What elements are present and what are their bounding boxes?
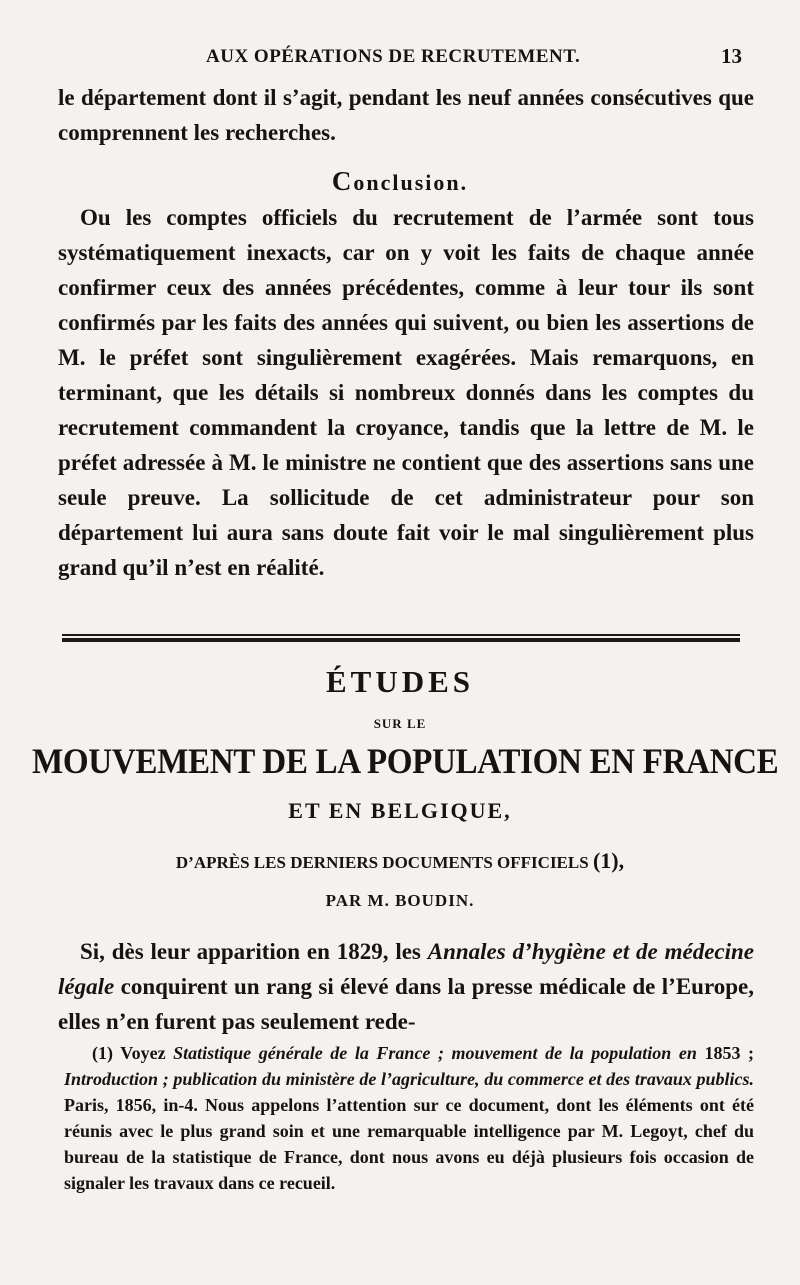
study-title-etudes: ÉTUDES (325, 664, 475, 699)
study-author: PAR M. BOUDIN. (325, 891, 475, 910)
conclusion-text: Ou les comptes officiels du recrutement de l’armée sont tous systématiquement inexacts, car on y voit les faits de chaque année confirmer ceux des années précédentes, comme à leur tour ils sont confirmés par les faits des années qui suivent, ou bien les assertions de M. le préfet sont singulièrement exagérées. Mais remarquons, en terminant, que les détails si nombreux donnés dans les comptes du recrutement commandent la croyance, tandis que la lettre de M. le préfet adressée à M. le ministre ne contient que des assertions sans une seule preuve. La sollicitude de cet administrateur pour son département lui aura sans doute fait voir le mal singulièrement plus grand qu’il n’est en réalité. (58, 205, 754, 580)
footnote (64, 1040, 754, 1196)
footnote-italic-1: Statistique générale de la France ; mouvement de la population en (173, 1043, 697, 1063)
conclusion-paragraph (58, 200, 754, 585)
study-text-journal: Annales d’hygiène et de médecine légale (58, 939, 755, 999)
study-title-main: MOUVEMENT DE LA POPULATION EN FRANCE (32, 741, 779, 781)
continuation-paragraph (58, 80, 754, 150)
study-title-sources (0, 848, 800, 874)
study-text-end: conquirent un rang si élevé dans la presse médicale de l’Europe, elles n’en furent pas seulement rede- (58, 974, 755, 1034)
continuation-text: le département dont il s’agit, pendant les neuf années consécutives que comprennent les recherches. (58, 85, 754, 145)
page-number: 13 (721, 44, 742, 68)
footnote-text-1: 1853 ; (704, 1043, 755, 1063)
page-header (58, 44, 748, 72)
study-title-sur-le: SUR LE (373, 716, 427, 731)
running-title: AUX OPÉRATIONS DE RECRUTEMENT. (206, 46, 581, 67)
study-text-start: Si, dès leur apparition en 1829, les (80, 939, 421, 964)
study-paragraph (58, 934, 754, 1039)
study-title-sources-text: D’APRÈS LES DERNIERS DOCUMENTS OFFICIELS (175, 853, 589, 872)
footnote-text-2: Paris, 1856, in-4. Nous appelons l’attention sur ce document, dont les éléments ont été réunis avec le plus grand soin et une remarquable intelligence par M. Legoyt, chef du bureau de la statistique de France, dont nous avons eu déjà plusieurs fois occasion de signaler les travaux dans ce recueil. (64, 1095, 754, 1193)
conclusion-heading: Conclusion. (331, 166, 469, 196)
section-divider (62, 634, 740, 643)
footnote-marker: (1) Voyez (92, 1043, 166, 1063)
footnote-italic-2: Introduction ; publication du ministère de l’agriculture, du commerce et des travaux publics. (64, 1069, 754, 1089)
study-title-belgique: ET EN BELGIQUE, (288, 798, 512, 823)
footnote-reference: (1), (592, 848, 625, 873)
